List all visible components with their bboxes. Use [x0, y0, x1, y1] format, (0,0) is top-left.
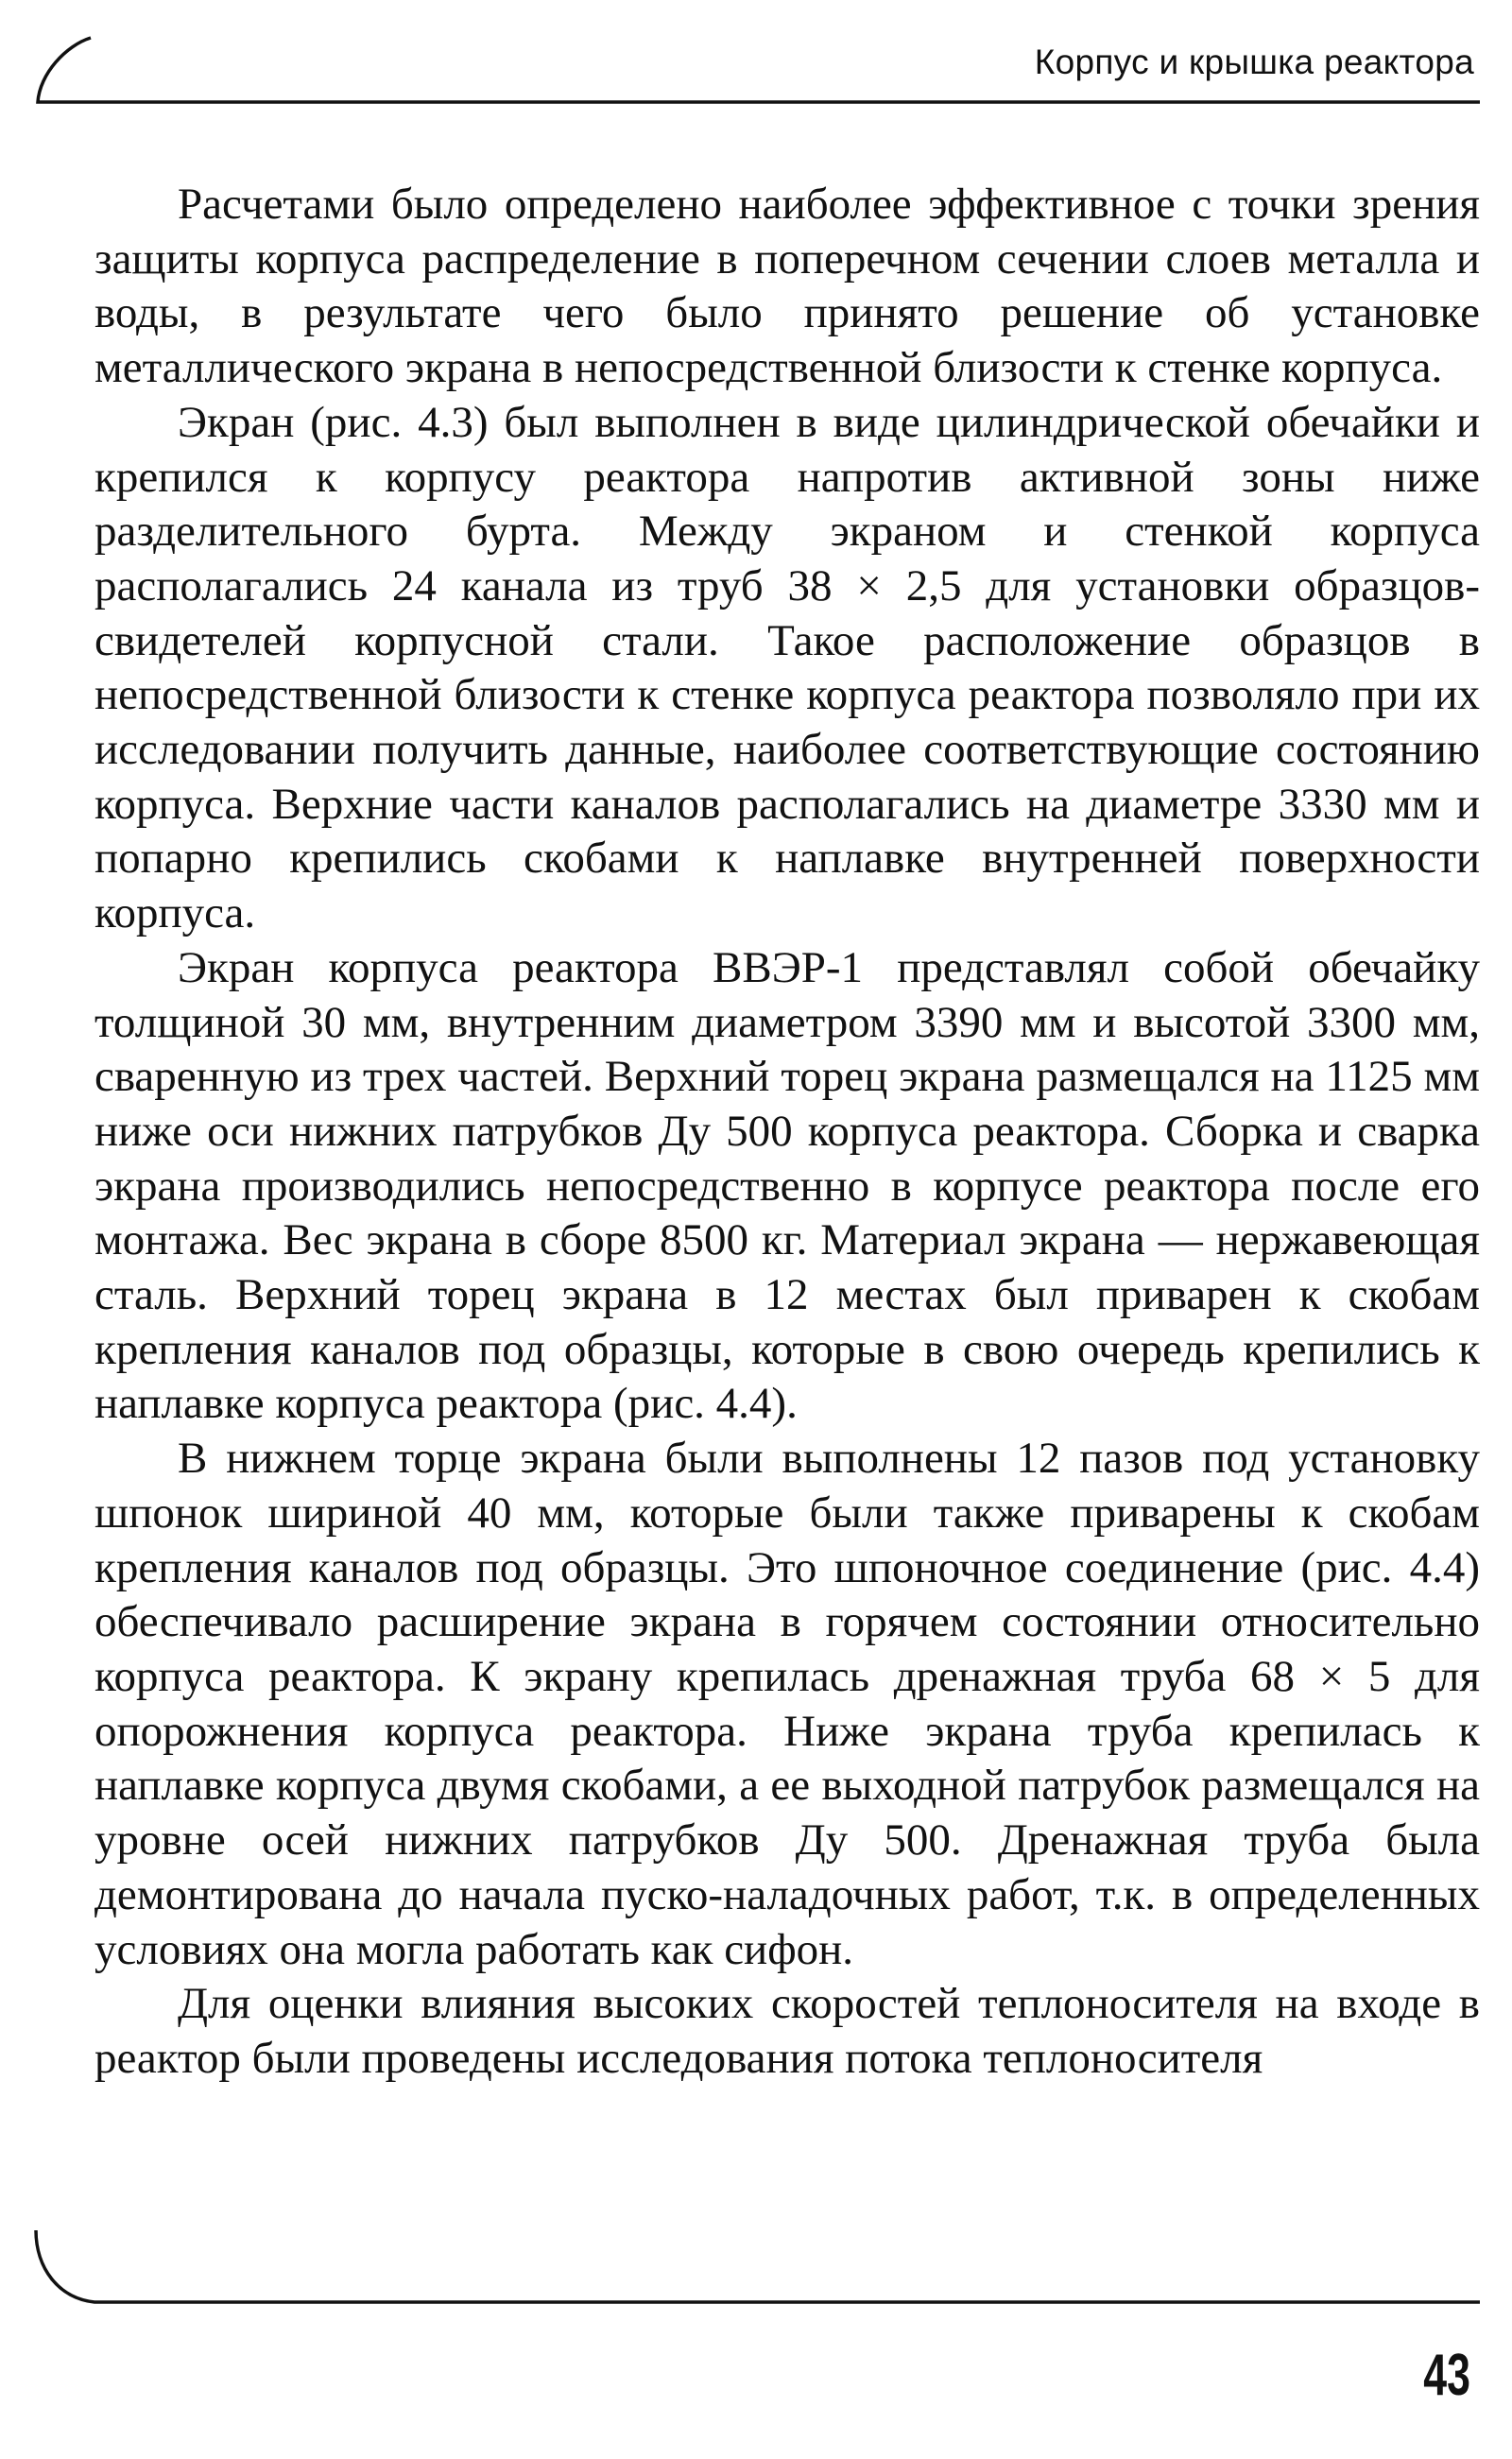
page-number: 43: [1423, 2343, 1470, 2408]
paragraph-5: Для оценки влияния высоких скоростей теплоносителя на входе в реактор были проведены исследования потока теплоносителя: [94, 1979, 1480, 2083]
footer-frame-line: [0, 2230, 1512, 2315]
paragraph-1: Расчетами было определено наиболее эффективное с точки зрения защиты корпуса распределение в поперечном сечении слоев металла и воды, в результате чего было принято решение об установке металлического экрана в непосредственной близости к стенке корпуса.: [94, 180, 1480, 393]
body-text: [94, 178, 1480, 2087]
running-title: Корпус и крышка реактора: [1034, 43, 1474, 81]
paragraph-2: Экран (рис. 4.3) был выполнен в виде цилиндрической обечайки и крепился к корпусу реактора напротив активной зоны ниже разделительного бурта. Между экраном и стенкой корпуса располагались 24 канала из труб 38 × 2,5 для установки образцов-свидетелей корпусной стали. Такое расположение образцов в непосредственной близости к стенке корпуса реактора позволяло при их исследовании получить данные, наиболее соответствующие состоянию корпуса. Верхние части каналов располагались на диаметре 3330 мм и попарно крепились скобами к наплавке внутренней поверхности корпуса.: [94, 397, 1480, 938]
paragraph-4: В нижнем торце экрана были выполнены 12 пазов под установку шпонок шириной 40 мм, которые были также приварены к скобам крепления каналов под образцы. Это шпоночное соединение (рис. 4.4) обеспечивало расширение экрана в горячем состоянии относительно корпуса реактора. К экрану крепилась дренажная труба 68 × 5 для опорожнения корпуса реактора. Ниже экрана труба крепилась к наплавке корпуса двумя скобами, а ее выходной патрубок размещался на уровне осей нижних патрубков Ду 500. Дренажная труба была демонтирована до начала пуско-наладочных работ, т.к. в определенных условиях она могла работать как сифон.: [94, 1434, 1480, 1974]
paragraph-3: Экран корпуса реактора ВВЭР-1 представлял собой обечайку толщиной 30 мм, внутренним диаметром 3390 мм и высотой 3300 мм, сваренную из трех частей. Верхний торец экрана размещался на 1125 мм ниже оси нижних патрубков Ду 500 корпуса реактора. Сборка и сварка экрана производились непосредственно в корпусе реактора после его монтажа. Вес экрана в сборе 8500 кг. Материал экрана — нержавеющая сталь. Верхний торец экрана в 12 местах был приварен к скобам крепления каналов под образцы, которые в свою очередь крепились к наплавке корпуса реактора (рис. 4.4).: [94, 942, 1480, 1429]
